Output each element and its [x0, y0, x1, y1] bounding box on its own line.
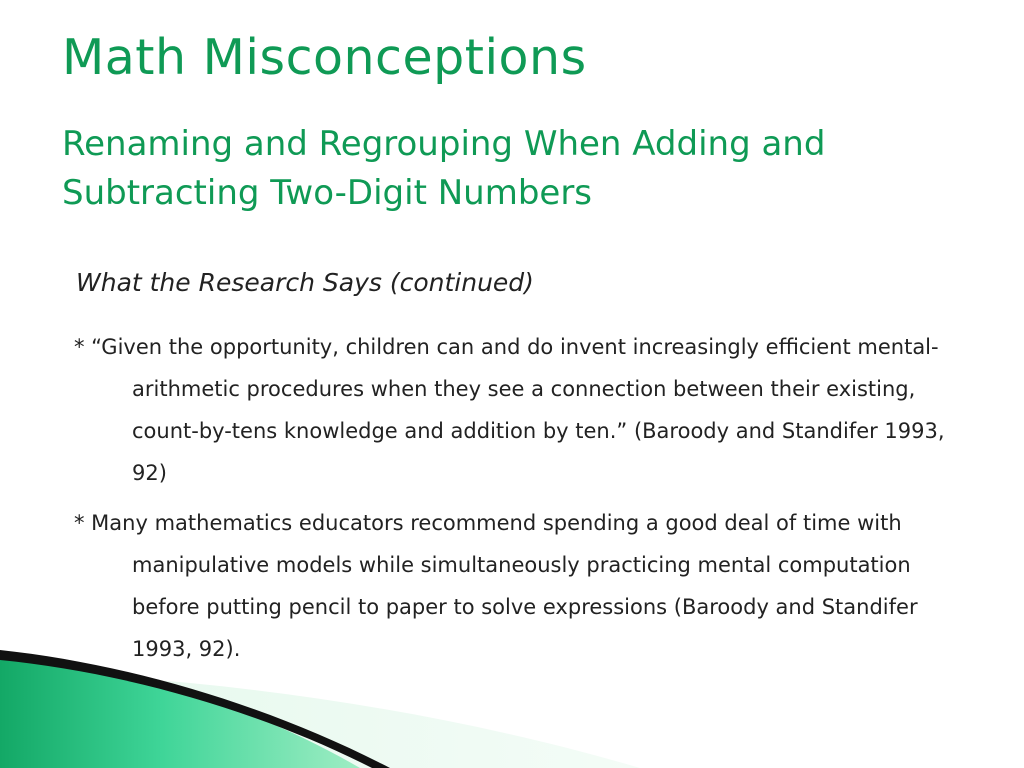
slide-subtitle: Renaming and Regrouping When Adding and Subtracting Two-Digit Numbers	[62, 124, 826, 213]
slide-title: Math Misconceptions	[62, 29, 587, 86]
bullet-list	[74, 326, 954, 678]
section-heading: What the Research Says (continued)	[76, 268, 534, 297]
bullet-item: * Many mathematics educators recommend spending a good deal of time with manipulative models while simultaneously practicing mental computation before putting pencil to paper to solve expressions (Baroody and Standifer 1993, 92).	[74, 511, 918, 661]
bullet-item: * “Given the opportunity, children can and do invent increasingly efficient mental-arithmetic procedures when they see a connection between their existing, count-by-tens knowledge and addition by ten.” (Baroody and Standifer 1993, 92)	[74, 335, 945, 485]
